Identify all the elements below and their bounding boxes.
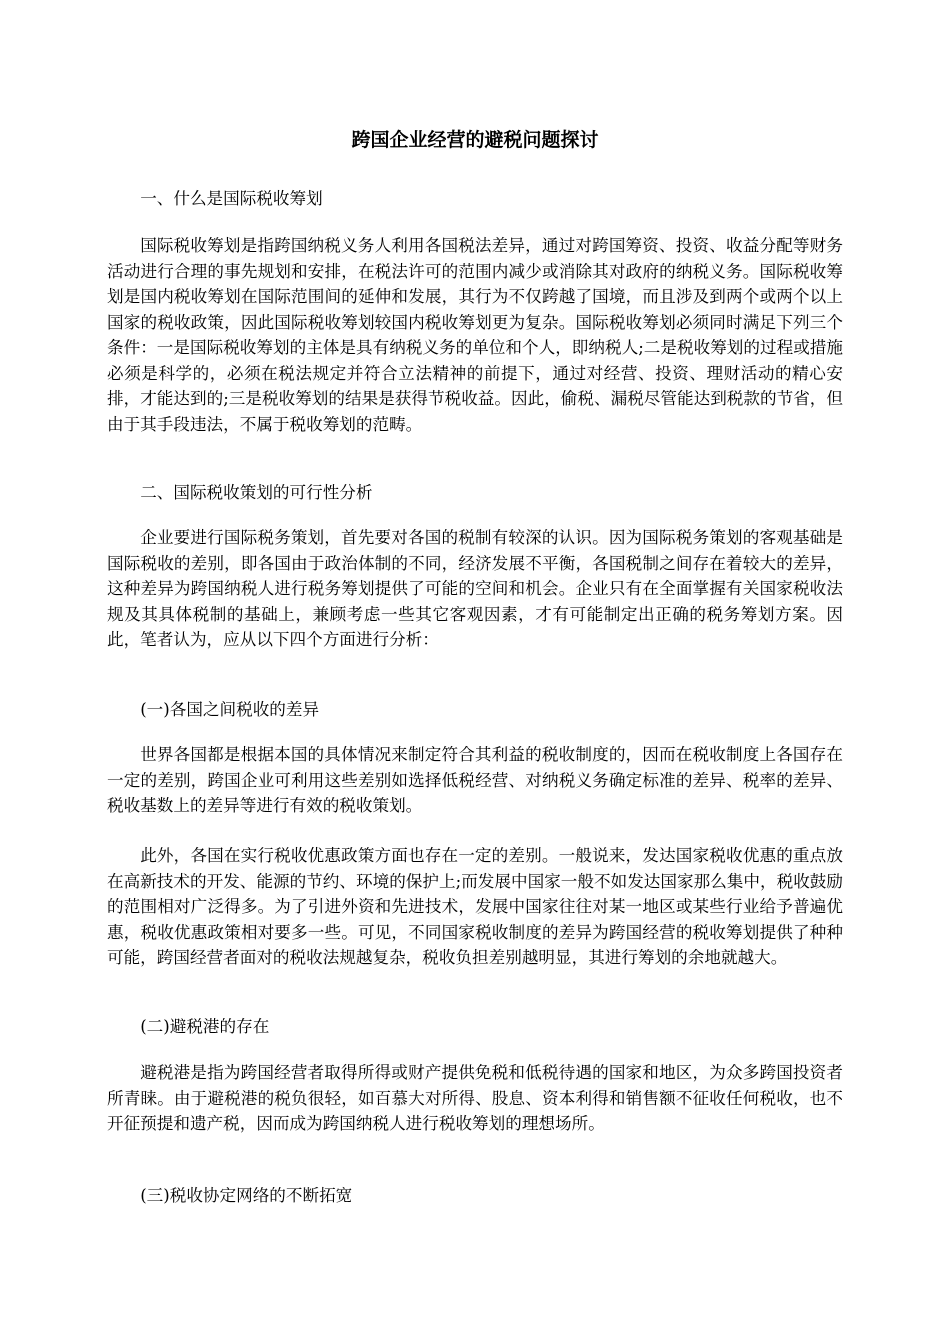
subsection-heading: (二)避税港的存在	[140, 1017, 270, 1036]
paragraph: 此外，各国在实行税收优惠政策方面也存在一定的差别。一般说来，发达国家税收优惠的重点放在高新技术的开发、能源的节约、环境的保护上;而发展中国家一般不如发达国家那么集中，税收鼓励的范围相对广泛得多。为了引进外资和先进技术，发展中国家往往对某一地区或某些行业给予普遍优惠，税收优惠政策相对要多一些。可见，不同国家税收制度的差异为跨国经营的税收筹划提供了种种可能，跨国经营者面对的税收法规越复杂，税收负担差别越明显，其进行筹划的余地就越大。	[107, 846, 843, 967]
section-heading: 一、什么是国际税收筹划	[140, 189, 323, 208]
paragraph: 避税港是指为跨国经营者取得所得或财产提供免税和低税待遇的国家和地区，为众多跨国投资者所青睐。由于避税港的税负很轻，如百慕大对所得、股息、资本利得和销售额不征收任何税收，也不开征预提和遗产税，因而成为跨国纳税人进行税收筹划的理想场所。	[107, 1063, 843, 1133]
paragraph: 国际税收筹划是指跨国纳税义务人利用各国税法差异，通过对跨国筹资、投资、收益分配等财务活动进行合理的事先规划和安排，在税法许可的范围内减少或消除其对政府的纳税义务。国际税收筹划是国内税收筹划在国际范围间的延伸和发展，其行为不仅跨越了国境，而且涉及到两个或两个以上国家的税收政策，因此国际税收筹划较国内税收筹划更为复杂。国际税收筹划必须同时满足下列三个条件：一是国际税收筹划的主体是具有纳税义务的单位和个人，即纳税人;二是税收筹划的过程或措施必须是科学的，必须在税法规定并符合立法精神的前提下，通过对经营、投资、理财活动的精心安排，才能达到的;三是税收筹划的结果是获得节税收益。因此，偷税、漏税尽管能达到税款的节省，但由于其手段违法，不属于税收筹划的范畴。	[107, 236, 843, 434]
subsection-heading: (一)各国之间税收的差异	[140, 700, 320, 719]
section-heading: 二、国际税收策划的可行性分析	[140, 483, 373, 502]
document-title: 跨国企业经营的避税问题探讨	[351, 129, 599, 151]
paragraph: 企业要进行国际税务策划，首先要对各国的税制有较深的认识。因为国际税务策划的客观基础是国际税收的差别，即各国由于政治体制的不同，经济发展不平衡，各国税制之间存在着较大的差异，这种差异为跨国纳税人进行税务筹划提供了可能的空间和机会。企业只有在全面掌握有关国家税收法规及其具体税制的基础上，兼顾考虑一些其它客观因素，才有可能制定出正确的税务筹划方案。因此，笔者认为，应从以下四个方面进行分析：	[107, 528, 843, 649]
paragraph: 世界各国都是根据本国的具体情况来制定符合其利益的税收制度的，因而在税收制度上各国存在一定的差别，跨国企业可利用这些差别如选择低税经营、对纳税义务确定标准的差异、税率的差异、税收基数上的差异等进行有效的税收策划。	[107, 745, 843, 815]
subsection-heading: (三)税收协定网络的不断拓宽	[140, 1186, 353, 1205]
